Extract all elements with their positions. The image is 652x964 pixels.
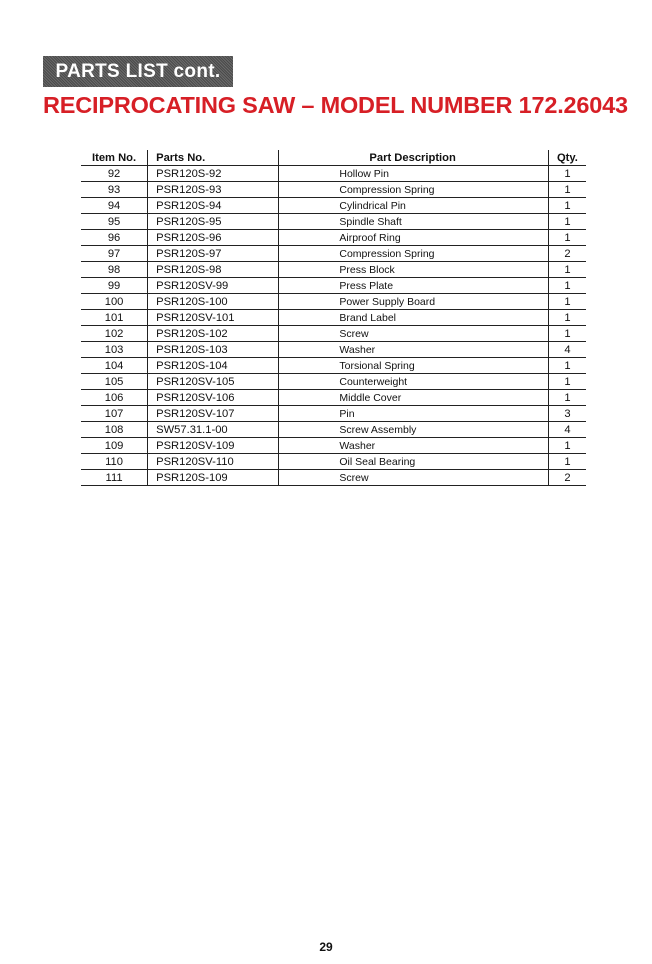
- quantity: 1: [548, 214, 586, 230]
- part-number: PSR120S-94: [148, 198, 279, 214]
- part-description: Washer: [279, 438, 549, 454]
- parts-table: [81, 150, 586, 486]
- quantity: 1: [548, 310, 586, 326]
- table-header-row: [81, 150, 586, 166]
- item-number: 111: [81, 470, 148, 486]
- quantity: 1: [548, 198, 586, 214]
- item-number: 107: [81, 406, 148, 422]
- quantity: 1: [548, 454, 586, 470]
- table-row: [81, 246, 586, 262]
- part-number: PSR120SV-106: [148, 390, 279, 406]
- part-number: PSR120S-97: [148, 246, 279, 262]
- item-number: 103: [81, 342, 148, 358]
- part-description: Airproof Ring: [279, 230, 549, 246]
- part-description: Screw: [279, 326, 549, 342]
- quantity: 1: [548, 390, 586, 406]
- part-number: PSR120S-100: [148, 294, 279, 310]
- quantity: 2: [548, 246, 586, 262]
- table-row: [81, 454, 586, 470]
- table-row: [81, 310, 586, 326]
- table-row: [81, 470, 586, 486]
- table-row: [81, 422, 586, 438]
- part-description: Counterweight: [279, 374, 549, 390]
- table-row: [81, 294, 586, 310]
- part-number: PSR120SV-105: [148, 374, 279, 390]
- part-description: Pin: [279, 406, 549, 422]
- item-number: 106: [81, 390, 148, 406]
- column-header-qty: Qty.: [548, 150, 586, 166]
- part-number: PSR120S-98: [148, 262, 279, 278]
- table-row: [81, 182, 586, 198]
- item-number: 99: [81, 278, 148, 294]
- part-description: Brand Label: [279, 310, 549, 326]
- part-number: SW57.31.1-00: [148, 422, 279, 438]
- part-description: Spindle Shaft: [279, 214, 549, 230]
- part-description: Compression Spring: [279, 246, 549, 262]
- table-row: [81, 166, 586, 182]
- part-description: Middle Cover: [279, 390, 549, 406]
- quantity: 4: [548, 342, 586, 358]
- quantity: 1: [548, 262, 586, 278]
- part-number: PSR120S-109: [148, 470, 279, 486]
- part-number: PSR120SV-110: [148, 454, 279, 470]
- quantity: 1: [548, 438, 586, 454]
- item-number: 110: [81, 454, 148, 470]
- part-description: Hollow Pin: [279, 166, 549, 182]
- part-description: Cylindrical Pin: [279, 198, 549, 214]
- table-row: [81, 374, 586, 390]
- part-number: PSR120SV-101: [148, 310, 279, 326]
- part-number: PSR120SV-107: [148, 406, 279, 422]
- part-number: PSR120S-104: [148, 358, 279, 374]
- table-row: [81, 326, 586, 342]
- quantity: 1: [548, 166, 586, 182]
- part-description: Oil Seal Bearing: [279, 454, 549, 470]
- table-row: [81, 438, 586, 454]
- section-badge: PARTS LIST cont.: [43, 56, 233, 87]
- quantity: 4: [548, 422, 586, 438]
- page-title: RECIPROCATING SAW – MODEL NUMBER 172.26043: [43, 92, 628, 118]
- quantity: 1: [548, 278, 586, 294]
- item-number: 94: [81, 198, 148, 214]
- item-number: 104: [81, 358, 148, 374]
- part-description: Washer: [279, 342, 549, 358]
- part-description: Press Plate: [279, 278, 549, 294]
- item-number: 100: [81, 294, 148, 310]
- part-number: PSR120S-96: [148, 230, 279, 246]
- part-number: PSR120S-95: [148, 214, 279, 230]
- part-description: Screw: [279, 470, 549, 486]
- quantity: 3: [548, 406, 586, 422]
- table-row: [81, 230, 586, 246]
- item-number: 98: [81, 262, 148, 278]
- quantity: 1: [548, 326, 586, 342]
- part-number: PSR120S-93: [148, 182, 279, 198]
- item-number: 93: [81, 182, 148, 198]
- table-row: [81, 214, 586, 230]
- quantity: 1: [548, 374, 586, 390]
- table-row: [81, 406, 586, 422]
- table-row: [81, 262, 586, 278]
- part-description: Press Block: [279, 262, 549, 278]
- table-row: [81, 278, 586, 294]
- item-number: 105: [81, 374, 148, 390]
- item-number: 101: [81, 310, 148, 326]
- part-number: PSR120S-102: [148, 326, 279, 342]
- table-row: [81, 390, 586, 406]
- item-number: 96: [81, 230, 148, 246]
- part-description: Compression Spring: [279, 182, 549, 198]
- quantity: 1: [548, 358, 586, 374]
- part-number: PSR120S-92: [148, 166, 279, 182]
- item-number: 109: [81, 438, 148, 454]
- part-description: Screw Assembly: [279, 422, 549, 438]
- item-number: 97: [81, 246, 148, 262]
- page-number: 29: [319, 940, 333, 954]
- table-row: [81, 358, 586, 374]
- table-row: [81, 342, 586, 358]
- item-number: 92: [81, 166, 148, 182]
- table-row: [81, 198, 586, 214]
- column-header-part-description: Part Description: [279, 150, 549, 166]
- column-header-parts-no: Parts No.: [148, 150, 279, 166]
- item-number: 108: [81, 422, 148, 438]
- quantity: 1: [548, 182, 586, 198]
- quantity: 1: [548, 294, 586, 310]
- part-number: PSR120SV-99: [148, 278, 279, 294]
- column-header-item-no: Item No.: [81, 150, 148, 166]
- item-number: 102: [81, 326, 148, 342]
- part-description: Power Supply Board: [279, 294, 549, 310]
- part-number: PSR120SV-109: [148, 438, 279, 454]
- part-number: PSR120S-103: [148, 342, 279, 358]
- quantity: 2: [548, 470, 586, 486]
- part-description: Torsional Spring: [279, 358, 549, 374]
- item-number: 95: [81, 214, 148, 230]
- quantity: 1: [548, 230, 586, 246]
